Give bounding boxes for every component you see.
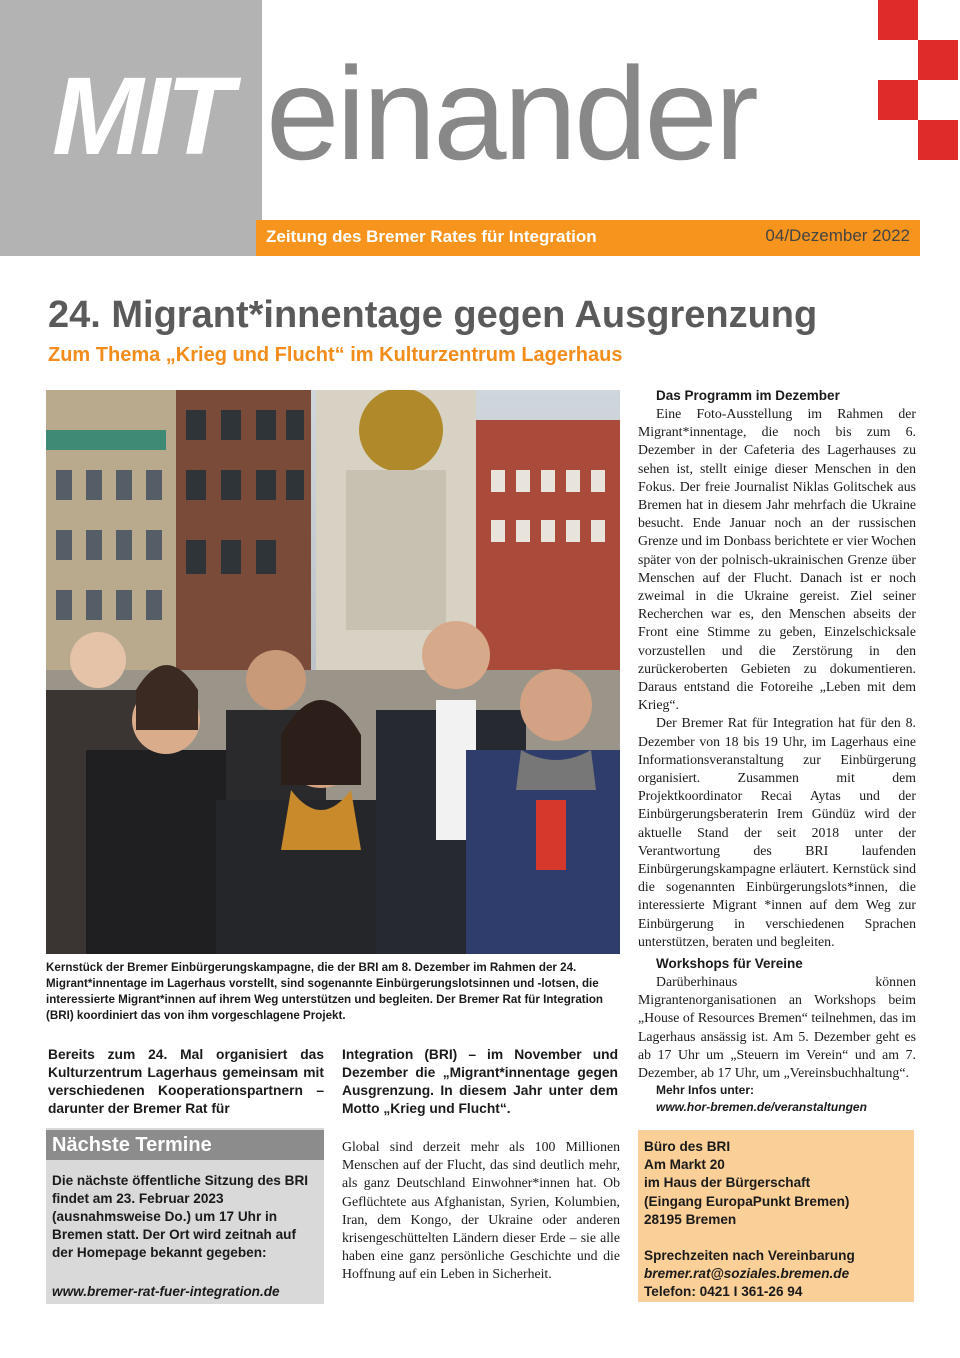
lead-text-right: Integration (BRI) – im November und Dezember die „Migrant*innentage gegen Ausgrenzung. In diesem Jahr unter dem Motto „Krieg und Flucht“. (342, 1047, 618, 1116)
checker-square (878, 80, 918, 120)
programm-heading: Das Programm im Dezember (656, 388, 840, 403)
checker-square (918, 40, 958, 80)
info-link[interactable]: www.hor-bremen.de/veranstaltungen (656, 1100, 867, 1115)
lead-text-left: Bereits zum 24. Mal organisiert das Kulturzentrum Lagerhaus gemeinsam mit verschiedenen Kooperationspartnern – darunter der Bremer Rat für (48, 1047, 324, 1116)
group-photo (46, 390, 620, 954)
info-label: Mehr Infos unter: (656, 1083, 754, 1098)
checker-square (878, 0, 918, 40)
termine-link[interactable]: www.bremer-rat-fuer-integration.de (52, 1284, 280, 1299)
workshops-section (638, 956, 916, 1116)
page-title: 24. Migrant*innentage gegen Ausgrenzung (48, 294, 818, 336)
programm-paragraph: Der Bremer Rat für Integration hat für den 8. Dezember von 18 bis 19 Uhr, im Lagerhaus eine Informationsveranstaltung zur Einbürgerung organisiert. Zusammen mit dem Projektkoordinator Recai Aytas und der Einbürgerungsberaterin Irem Gündüz wird der aktuelle Stand der seit 2018 unter der Verantwortung des BRI laufenden Einbürgerungskampagne erläutert. Kernstück sind die sogenannten Einbürgerungslots*innen, die interessierte Migrant *innen auf dem Weg zur Einbürgerung in verschiedenen Sprachen unterstützen, beraten und begleiten. (638, 715, 916, 949)
contact-phone: Telefon: 0421 I 361-26 94 (644, 1284, 803, 1300)
contact-office: Büro des BRI (644, 1139, 731, 1154)
contact-city: 28195 Bremen (644, 1211, 737, 1227)
logo-mit: MIT (52, 55, 230, 178)
middle-paragraph: Global sind derzeit mehr als 100 Millionen Menschen auf der Flucht, das sind deutlich mehr, als ganz Deutschland Einwohner*innen hat. Ob Geflüchtete aus Afghanistan, Syrien, Kolumbien, Iran, dem Kongo, der Ukraine oder anderen krisengeschüttelten Ländern dieser Erde – sie alle haben eine ganz persönliche Geschichte und die Hoffnung auf ein Leben in Sicherheit. (342, 1139, 620, 1282)
contact-text (644, 1138, 910, 1302)
page-subtitle: Zum Thema „Krieg und Flucht“ im Kulturzentrum Lagerhaus (48, 344, 623, 366)
programm-section (638, 388, 916, 951)
termine-title: Nächste Termine (46, 1130, 324, 1160)
newspaper-subtitle: Zeitung des Bremer Rates für Integration (266, 227, 597, 246)
workshops-paragraph: Darüberhinaus können Migrantenorganisationen an Workshops beim „House of Resources Bremen“ teilnehmen, das im Lagerhaus ansässig ist. Am 5. Dezember geht es ab 17 Uhr um „Steuern im Verein“ und am 7. Dezember, ab 17 Uhr, um „Vereinsbuchhaltung“. (638, 974, 916, 1081)
photo-caption: Kernstück der Bremer Einbürgerungskampagne, die der BRI am 8. Dezember im Rahmen der 24. Migrant*innentage im Lagerhaus vorstellt, sind sogenannte Einbürgerungslotsinnen und -lotsen, die interessierte Migrant*innen auf ihrem Weg unterstützen und begleiten. Der Bremer Rat für Integration (BRI) koordiniert das von ihm vorgeschlagene Projekt. (46, 961, 604, 1022)
contact-street: Am Markt 20 (644, 1157, 725, 1173)
issue-date: 04/Dezember 2022 (765, 226, 910, 245)
contact-email[interactable]: bremer.rat@soziales.bremen.de (644, 1266, 850, 1282)
termine-text: Die nächste öffentliche Sitzung des BRI findet am 23. Februar 2023 (ausnahmsweise Do.) um 17 Uhr in Bremen statt. Der Ort wird zeitnah auf der Homepage bekannt gegeben: (52, 1173, 309, 1260)
checker-square (918, 120, 958, 160)
workshops-heading: Workshops für Vereine (656, 956, 803, 971)
logo-einander: einander (266, 40, 756, 187)
contact-hours: Sprechzeiten nach Vereinbarung (644, 1248, 855, 1264)
contact-building: im Haus der Bürgerschaft (644, 1175, 811, 1191)
contact-entrance: (Eingang EuropaPunkt Bremen) (644, 1193, 850, 1209)
programm-paragraph: Eine Foto-Ausstellung im Rahmen der Migrant*innentage, die noch bis zum 6. Dezember in der Cafeteria des Lagerhauses zu sehen ist, stellt einige dieser Menschen in den Fokus. Der freie Journalist Niklas Golitschek aus Bremen hat in diesem Jahr mehrfach die Ukraine besucht. Ende Januar noch an der russischen Grenze und im Donbass berichtete er vier Wochen später von der polnisch-ukrainischen Grenze über Menschen auf der Flucht. Danach ist er noch zweimal in die Ukraine gereist. Ziel seiner Recherchen war es, den Menschen abseits der Front eine Stimme zu geben, Einzelschicksale vorzustellen und die Zerstörung in den zurückeroberten Gebieten zu dokumentieren. Daraus entstand die Fotoreihe „Leben mit dem Krieg“. (638, 406, 916, 713)
